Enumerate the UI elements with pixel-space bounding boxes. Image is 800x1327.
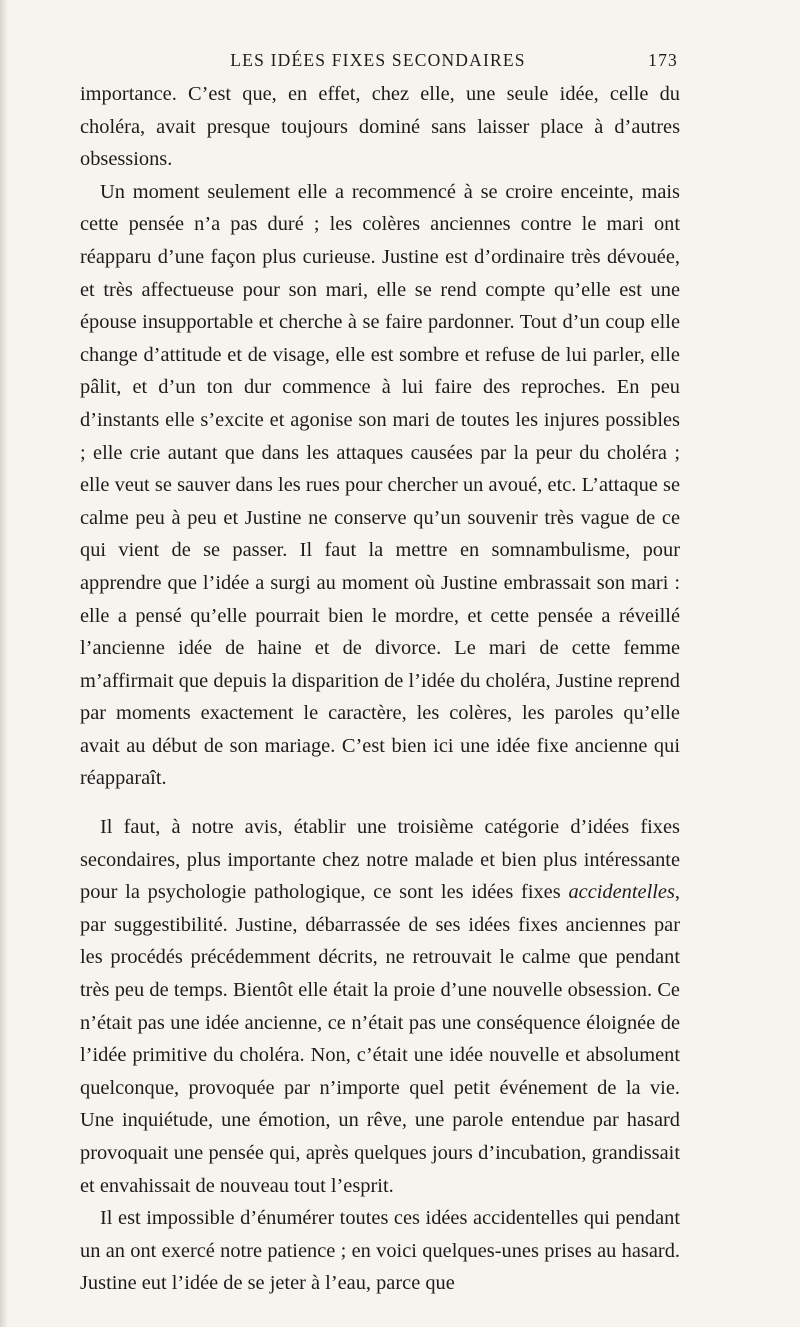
page-edge-shadow [0,0,8,1327]
paragraph-4: Il est impossible d’énumérer toutes ces idées accidentelles qui pendant un an ont exercé notre patience ; en voici quelques-unes prises au hasard. Justine eut l’idée de se jeter à l’eau, parce que [80,1207,680,1295]
paragraph-1: importance. C’est que, en effet, chez elle, une seule idée, celle du choléra, avait presque toujours dominé sans laisser place à d’autres obsessions. [80,83,680,171]
paragraph-3-emphasis: accidentelles [568,881,675,904]
paragraph-3-text-after: , par suggestibilité. Justine, débarrassée de ses idées fixes anciennes par les procédés précédemment décrits, ne retrouvait le calme que pendant très peu de temps. Bientôt elle était la proie d’une nouvelle obsession. Ce n’était pas une idée ancienne, ce n’était pas une conséquence éloignée de l’idée primitive du choléra. Non, c’était une idée nouvelle et absolument quelconque, provoquée par n’importe quel petit événement de la vie. Une inquiétude, une émotion, un rêve, une parole entendue par hasard provoquait une pensée qui, après quelques jours d’incubation, grandissait et envahissait de nouveau tout l’esprit. [80,881,680,1197]
paragraph-2: Un moment seulement elle a recommencé à se croire enceinte, mais cette pensée n’a pas duré ; les colères anciennes contre le mari ont réapparu d’une façon plus curieuse. Justine est d’ordinaire très dévouée, et très affectueuse pour son mari, elle se rend compte qu’elle est une épouse insupportable et cherche à se faire pardonner. Tout d’un coup elle change d’attitude et de visage, elle est sombre et refuse de lui parler, elle pâlit, et d’un ton dur commence à lui faire des reproches. En peu d’instants elle s’excite et agonise son mari de toutes les injures possibles ; elle crie autant que dans les attaques causées par la peur du choléra ; elle veut se sauver dans les rues pour chercher un avoué, etc. L’attaque se calme peu à peu et Justine ne conserve qu’un souvenir très vague de ce qui vient de se passer. Il faut la mettre en somnambulisme, pour apprendre que l’idée a surgi au moment où Justine embrassait son mari : elle a pensé qu’elle pourrait bien le mordre, et cette pensée a réveillé l’ancienne idée de haine et de divorce. Le mari de cette femme m’affirmait que depuis la disparition de l’idée du choléra, Justine reprend par moments exactement le caractère, les colères, les paroles qu’elle avait au début de son mariage. C’est bien ici une idée fixe ancienne qui réapparaît. [80,180,680,790]
paragraph-3-text-before: Il faut, à notre avis, établir une troisième catégorie d’idées fixes secondaires, plus importante chez notre malade et bien plus intéressante pour la psychologie pathologique, ce sont les idées fixes [80,816,680,904]
paragraph-3 [80,811,680,1202]
body-text [80,78,680,1300]
running-title: LES IDÉES FIXES SECONDAIRES [230,50,526,70]
page-number: 173 [648,50,678,70]
